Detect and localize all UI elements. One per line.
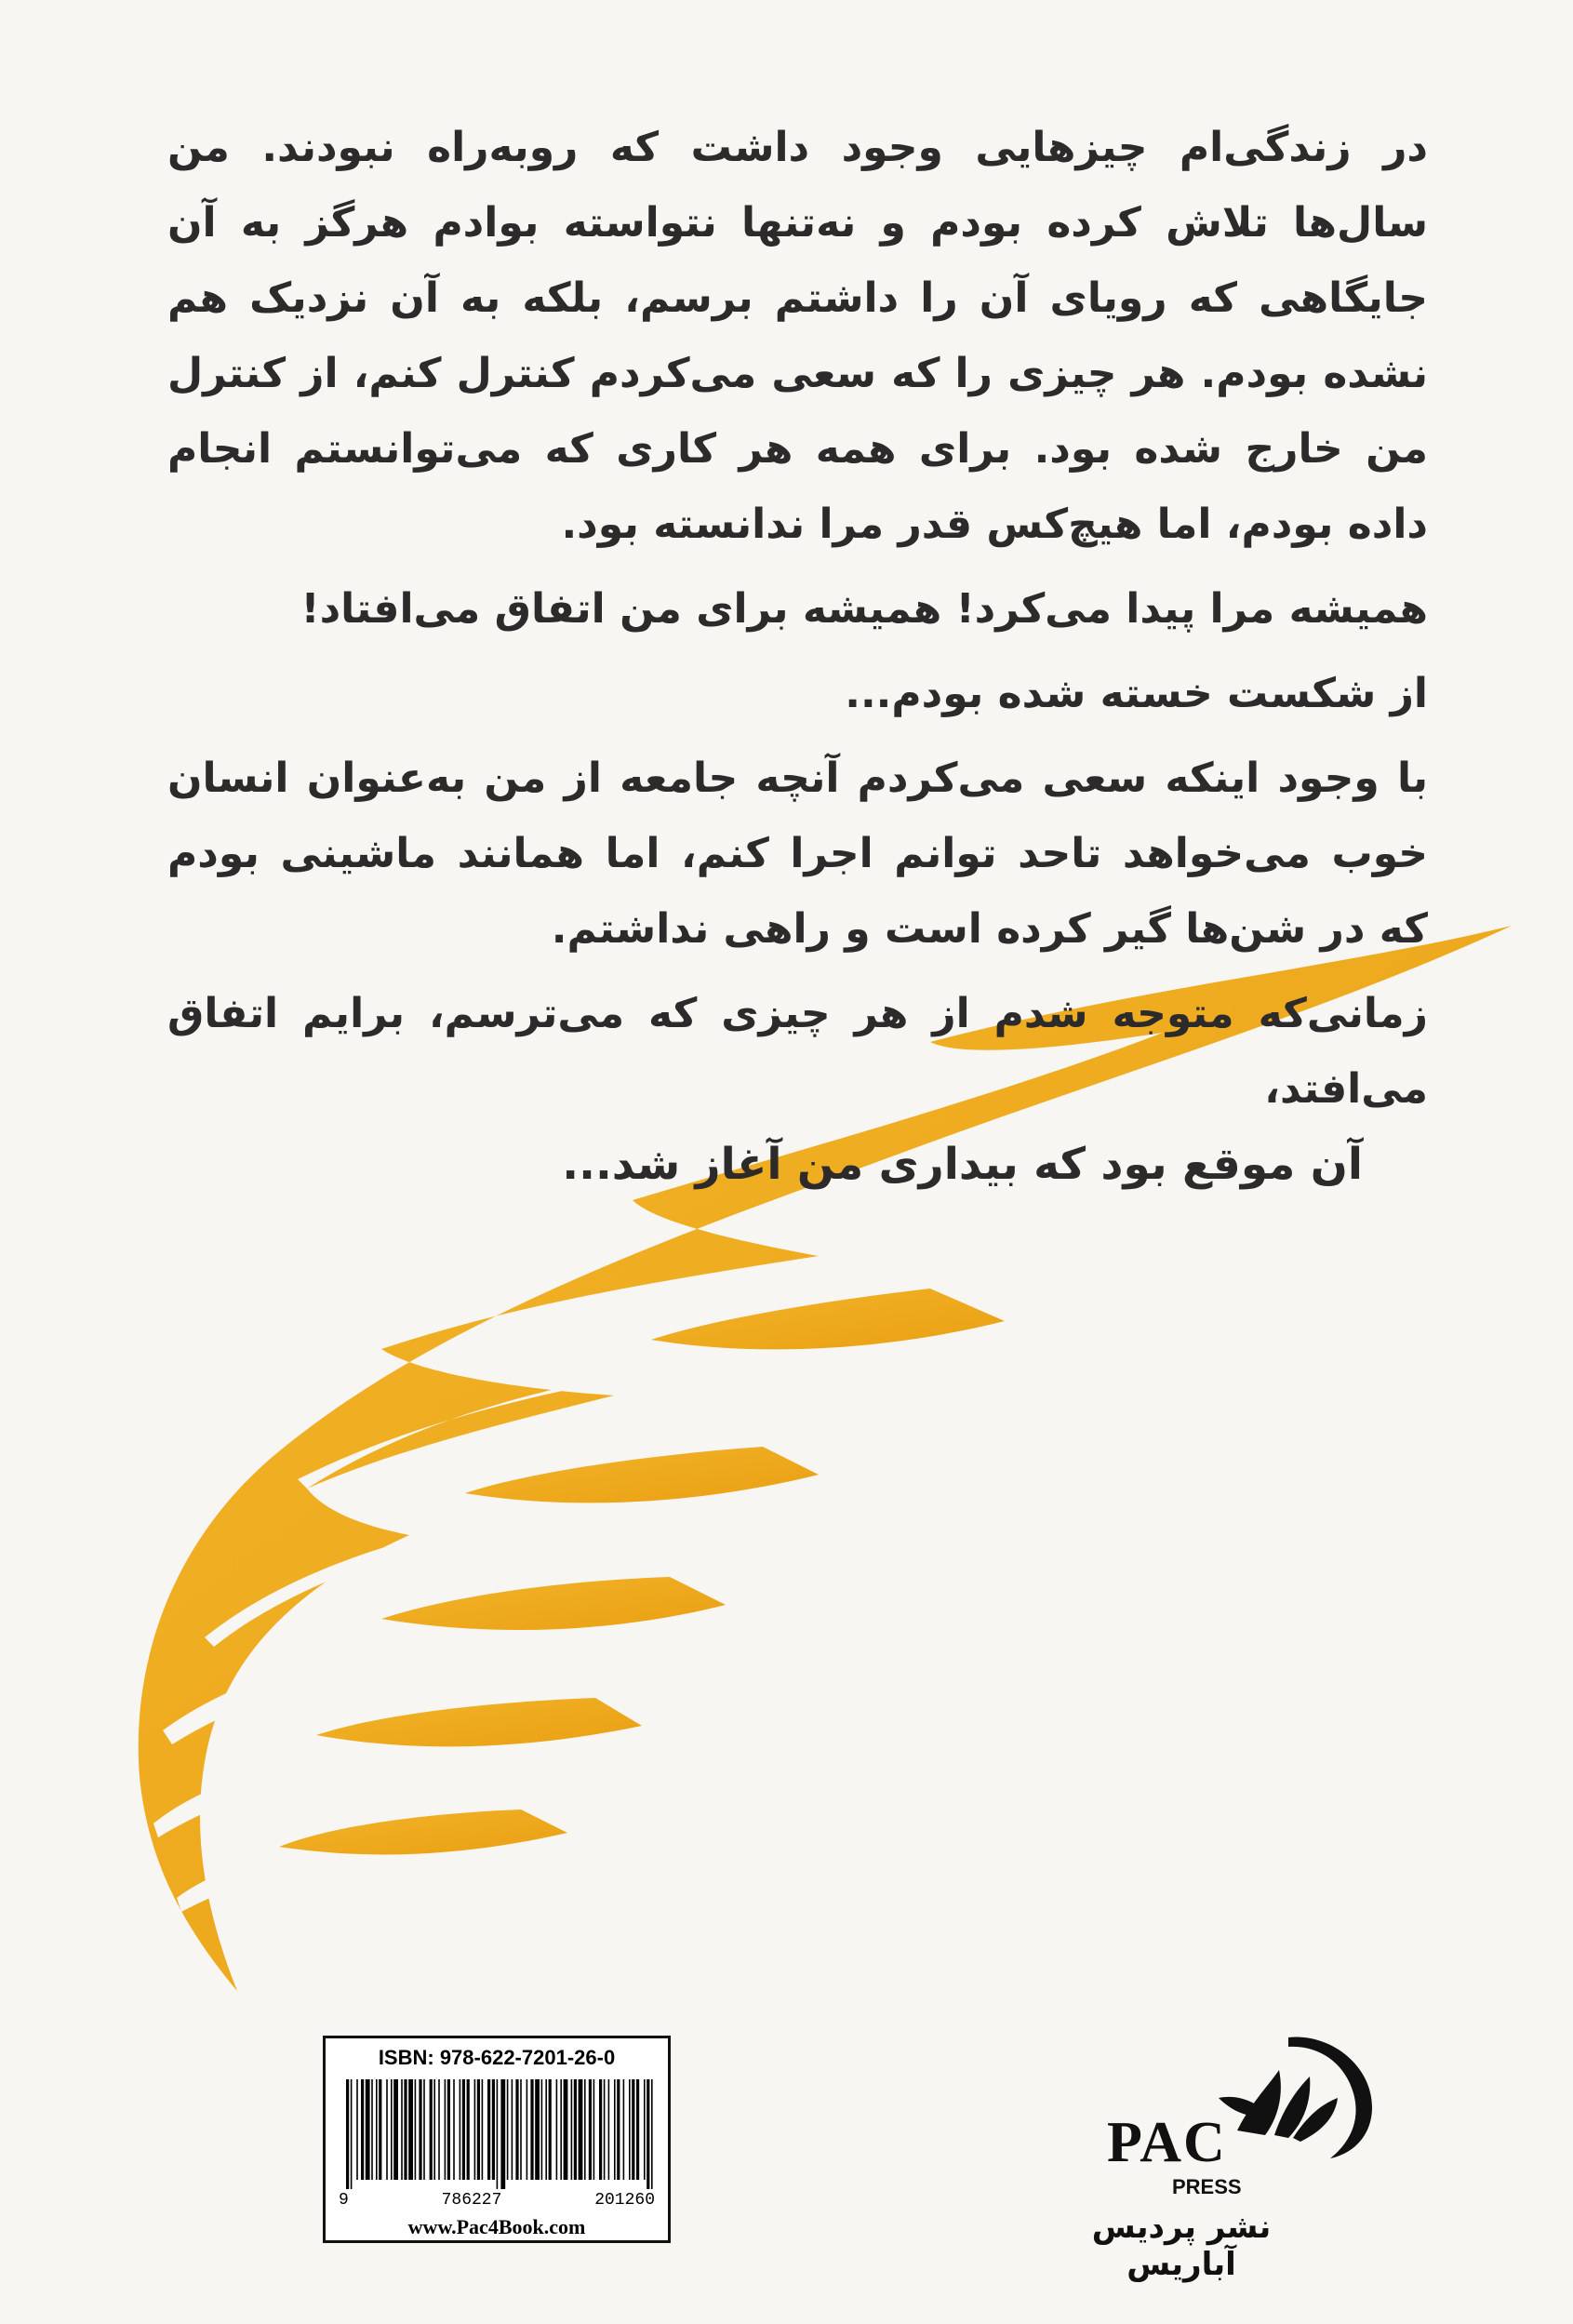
barcode-bar [430, 2079, 433, 2180]
barcode-bar [423, 2079, 425, 2180]
blurb-paragraph: با وجود اینکه سعی می‌کردم آنچه جامعه از من به‌عنوان انسان خوب می‌خواهد تاحد توانم اجرا کنم، اما همانند ماشینی بودم که در شن‌ها گیر کرده است و راهی نداشتم. [167, 755, 1428, 953]
blurb-paragraph: همیشه مرا پیدا می‌کرد! همیشه برای من اتفاق می‌افتاد! [300, 585, 1428, 633]
barcode-bar [599, 2079, 602, 2180]
barcode-bar [408, 2079, 413, 2180]
blurb-paragraph: از شکست خسته شده بودم... [845, 670, 1428, 717]
barcode-bar [644, 2079, 646, 2180]
barcode-bar [617, 2079, 620, 2180]
blurb-paragraph: در زندگی‌ام چیزهایی وجود داشت که روبه‌راه نبودند. من سال‌ها تلاش کرده بودم و نه‌تنها نتواسته بوادم هرگز به آن جایگاهی که رویای آن را داشتم برسم، بلکه به آن نزدیک هم نشده بودم. هر چیزی را که سعی می‌کردم کنترل کنم، از کنترل من خارج شده بود. برای همه هر کاری که می‌توانستم انجام داده بودم، اما هیچ‌کس قدر مرا ندانسته بود. [167, 124, 1428, 548]
blurb-closing-line: آن موقع بود که بیداری من آغاز شد... [562, 1139, 1363, 1190]
barcode-bar [651, 2079, 653, 2189]
barcode-digit-group: 9 [339, 2191, 349, 2210]
barcode-bar [541, 2079, 543, 2180]
barcode-bar [487, 2079, 490, 2180]
barcode-bar [467, 2079, 470, 2180]
barcode-bar [574, 2079, 577, 2180]
barcode-bar [404, 2079, 407, 2180]
barcode-bar [632, 2079, 634, 2180]
barcode-bar [614, 2079, 616, 2180]
barcode-bar [462, 2079, 465, 2180]
back-cover-blurb [167, 110, 1428, 1211]
publisher-name: نشر پردیس آباریس [1091, 2209, 1272, 2283]
barcode-bar [497, 2079, 499, 2189]
barcode-bar [433, 2079, 435, 2180]
barcode-bar [636, 2079, 639, 2180]
barcode-digits [339, 2191, 655, 2210]
barcode-bar [447, 2079, 450, 2180]
isbn-barcode-box [323, 2036, 671, 2243]
barcode-bar [419, 2079, 421, 2180]
barcode-bar [556, 2079, 558, 2180]
barcode-bar [460, 2079, 461, 2180]
barcode-bar [608, 2079, 610, 2180]
barcode-bar [589, 2079, 592, 2180]
barcode-icon [344, 2079, 655, 2189]
isbn-label: ISBN: 978-622-7201-26-0 [378, 2046, 616, 2069]
barcode-bar [474, 2079, 476, 2180]
barcode-bar [535, 2079, 540, 2180]
barcode-bar [584, 2079, 586, 2180]
barcode-bar [507, 2079, 509, 2180]
barcode-digit-group: 786227 [441, 2191, 502, 2210]
barcode-bar [571, 2079, 573, 2180]
barcode-bar [500, 2079, 505, 2189]
barcode-bar [393, 2079, 398, 2180]
barcode-bar [361, 2079, 364, 2180]
barcode-bar [492, 2079, 495, 2180]
publisher-logo-subtext: PRESS [1172, 2175, 1242, 2198]
barcode-bar [564, 2079, 568, 2180]
publisher-website: www.Pac4Book.com [407, 2215, 586, 2238]
barcode-digit-group: 201260 [594, 2191, 655, 2210]
barcode-bar [401, 2079, 403, 2180]
barcode-bar [438, 2079, 440, 2180]
barcode-bar [604, 2079, 606, 2180]
barcode-bar [391, 2079, 393, 2180]
barcode-bar [512, 2079, 513, 2180]
barcode-bar [515, 2079, 518, 2180]
barcode-bar [579, 2079, 583, 2180]
barcode-bar [647, 2079, 649, 2189]
barcode-bar [482, 2079, 484, 2180]
barcode-bar [530, 2079, 533, 2180]
barcode-bar [560, 2079, 562, 2180]
barcode-bar [520, 2079, 522, 2180]
barcode-bar [545, 2079, 547, 2180]
barcode-bar [351, 2079, 353, 2189]
barcode-bar [623, 2079, 625, 2180]
barcode-bar [379, 2079, 381, 2180]
barcode-bar [386, 2079, 388, 2180]
barcode-bar [346, 2079, 349, 2189]
barcode-bar [366, 2079, 370, 2180]
barcode-bar [356, 2079, 358, 2180]
barcode-bar [477, 2079, 480, 2180]
barcode-bar [549, 2079, 552, 2180]
barcode-bar [593, 2079, 595, 2180]
barcode-bar [445, 2079, 447, 2180]
barcode-bar [629, 2079, 631, 2180]
blurb-paragraph: زمانی‌که متوجه شدم از هر چیزی که می‌ترسم، برایم اتفاق می‌افتد، [167, 990, 1428, 1113]
barcode-bar [453, 2079, 455, 2180]
barcode-bar [527, 2079, 528, 2180]
barcode-bar [415, 2079, 417, 2180]
publisher-logo-text: PAC [1107, 2111, 1227, 2174]
barcode-bar [376, 2079, 378, 2180]
barcode-bar [371, 2079, 373, 2180]
